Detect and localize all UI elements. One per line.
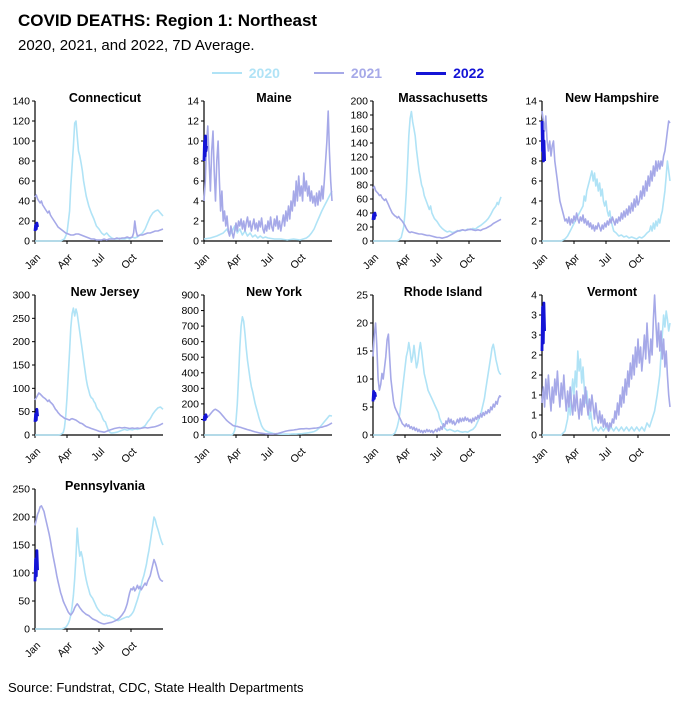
svg-text:300: 300 <box>181 382 199 395</box>
x-tick-labels <box>530 241 647 272</box>
legend-label-2021: 2021 <box>350 65 383 81</box>
series-2020 <box>542 311 670 435</box>
svg-text:8: 8 <box>531 155 537 168</box>
series-2021 <box>35 506 163 624</box>
svg-text:10: 10 <box>525 135 537 148</box>
svg-text:Oct: Oct <box>119 251 140 272</box>
chart-title: Connecticut <box>68 91 142 105</box>
svg-text:2: 2 <box>193 215 199 228</box>
chart-title: Maine <box>256 91 292 105</box>
x-tick-labels <box>361 435 478 466</box>
y-tick-labels <box>531 290 542 442</box>
svg-text:120: 120 <box>350 151 368 164</box>
svg-text:Jul: Jul <box>596 445 615 464</box>
series-2021 <box>204 409 332 434</box>
svg-text:Jul: Jul <box>89 639 108 658</box>
y-tick-labels <box>350 96 373 248</box>
svg-text:100: 100 <box>350 165 368 178</box>
chart-title: Rhode Island <box>403 285 483 299</box>
y-tick-labels <box>181 290 204 442</box>
svg-text:Oct: Oct <box>119 639 140 660</box>
svg-text:6: 6 <box>193 175 199 188</box>
legend <box>18 65 678 81</box>
series-2022 <box>35 551 38 582</box>
source-note: Source: Fundstrat, CDC, State Health Departments <box>8 680 304 695</box>
svg-text:80: 80 <box>356 179 368 192</box>
svg-text:0: 0 <box>24 429 30 442</box>
pennsylvania-canvas <box>2 475 171 665</box>
svg-text:900: 900 <box>181 289 199 302</box>
x-tick-labels <box>23 435 140 466</box>
svg-text:Jul: Jul <box>89 251 108 270</box>
svg-text:14: 14 <box>187 95 199 108</box>
series-2020 <box>373 112 501 242</box>
svg-text:Apr: Apr <box>562 251 583 272</box>
svg-text:8: 8 <box>193 155 199 168</box>
series-2021 <box>542 111 670 231</box>
chart-title: Massachusetts <box>398 91 488 105</box>
svg-text:140: 140 <box>12 95 30 108</box>
series-2021 <box>373 186 501 238</box>
y-tick-labels <box>525 96 542 248</box>
svg-text:Jan: Jan <box>22 639 44 661</box>
y-tick-labels <box>12 484 35 636</box>
chart-title: Pennsylvania <box>65 479 145 493</box>
chart-rhode-island <box>340 281 509 471</box>
svg-text:50: 50 <box>18 595 30 608</box>
svg-text:25: 25 <box>356 289 368 302</box>
svg-text:Jul: Jul <box>258 445 277 464</box>
series-2020 <box>35 308 163 435</box>
svg-text:2: 2 <box>531 215 537 228</box>
legend-item-2020 <box>212 65 280 81</box>
y-tick-labels <box>356 290 373 442</box>
svg-text:200: 200 <box>12 511 30 524</box>
svg-text:Jan: Jan <box>360 445 382 467</box>
svg-text:0: 0 <box>193 235 199 248</box>
series-2022 <box>35 223 38 231</box>
svg-text:6: 6 <box>531 175 537 188</box>
svg-text:0: 0 <box>531 429 537 442</box>
svg-text:12: 12 <box>525 115 537 128</box>
chart-massachusetts <box>340 87 509 277</box>
x-tick-labels <box>23 241 140 272</box>
svg-text:1: 1 <box>531 409 537 422</box>
legend-line-2021-icon <box>314 72 344 74</box>
svg-text:2: 2 <box>531 349 537 362</box>
svg-text:120: 120 <box>12 115 30 128</box>
x-tick-labels <box>192 241 309 272</box>
chart-title: Vermont <box>586 285 638 299</box>
svg-text:14: 14 <box>525 95 537 108</box>
svg-text:0: 0 <box>24 623 30 636</box>
svg-text:4: 4 <box>531 195 537 208</box>
svg-text:0: 0 <box>362 235 368 248</box>
y-tick-labels <box>12 96 35 248</box>
svg-text:Jan: Jan <box>529 445 551 467</box>
svg-text:Jan: Jan <box>191 445 213 467</box>
svg-text:12: 12 <box>187 115 199 128</box>
svg-text:100: 100 <box>181 413 199 426</box>
svg-text:4: 4 <box>531 289 537 302</box>
svg-text:Apr: Apr <box>55 445 76 466</box>
svg-text:200: 200 <box>350 95 368 108</box>
svg-text:250: 250 <box>12 483 30 496</box>
svg-text:150: 150 <box>12 359 30 372</box>
series-2021 <box>542 295 670 431</box>
svg-text:250: 250 <box>12 312 30 325</box>
svg-text:160: 160 <box>350 123 368 136</box>
chart-new-york <box>171 281 340 471</box>
svg-text:Jul: Jul <box>427 251 446 270</box>
svg-text:60: 60 <box>356 193 368 206</box>
massachusetts-canvas <box>340 87 509 277</box>
svg-text:80: 80 <box>18 155 30 168</box>
svg-text:100: 100 <box>12 135 30 148</box>
svg-text:0: 0 <box>193 429 199 442</box>
svg-text:300: 300 <box>12 289 30 302</box>
series-2021 <box>204 111 332 238</box>
svg-text:140: 140 <box>350 137 368 150</box>
svg-text:10: 10 <box>356 373 368 386</box>
series-2022 <box>542 303 545 351</box>
svg-text:Oct: Oct <box>288 251 309 272</box>
legend-line-2020-icon <box>212 72 242 74</box>
new-york-canvas <box>171 281 340 471</box>
svg-text:Jan: Jan <box>22 445 44 467</box>
charts-grid <box>0 87 678 665</box>
svg-text:Apr: Apr <box>55 251 76 272</box>
svg-text:1: 1 <box>531 389 537 402</box>
series-2021 <box>373 323 501 433</box>
chart-title: New York <box>246 285 302 299</box>
series-2021 <box>35 195 163 240</box>
svg-text:Oct: Oct <box>119 445 140 466</box>
svg-text:Apr: Apr <box>55 639 76 660</box>
svg-text:50: 50 <box>18 406 30 419</box>
svg-text:5: 5 <box>362 401 368 414</box>
svg-text:Apr: Apr <box>224 251 245 272</box>
new-jersey-canvas <box>2 281 171 471</box>
series-2022 <box>373 391 376 401</box>
svg-text:Jul: Jul <box>427 445 446 464</box>
x-tick-labels <box>23 629 140 660</box>
svg-text:100: 100 <box>12 382 30 395</box>
series-2020 <box>35 517 163 629</box>
svg-text:0: 0 <box>531 235 537 248</box>
series-2022 <box>204 415 207 421</box>
svg-text:Apr: Apr <box>224 445 245 466</box>
svg-text:20: 20 <box>18 215 30 228</box>
connecticut-canvas <box>2 87 171 277</box>
svg-text:Jul: Jul <box>89 445 108 464</box>
y-tick-labels <box>12 290 35 442</box>
svg-text:100: 100 <box>12 567 30 580</box>
maine-canvas <box>171 87 340 277</box>
legend-label-2020: 2020 <box>248 65 280 81</box>
svg-text:150: 150 <box>12 539 30 552</box>
rhode-island-canvas <box>340 281 509 471</box>
svg-text:60: 60 <box>18 175 30 188</box>
svg-text:800: 800 <box>181 305 199 318</box>
series-2022 <box>373 213 376 220</box>
svg-text:Jan: Jan <box>529 251 551 273</box>
chart-maine <box>171 87 340 277</box>
svg-text:20: 20 <box>356 317 368 330</box>
chart-title: New Jersey <box>70 285 140 299</box>
svg-text:200: 200 <box>12 336 30 349</box>
legend-item-2022 <box>416 65 484 81</box>
x-tick-labels <box>361 241 478 272</box>
svg-text:Jan: Jan <box>360 251 382 273</box>
svg-text:500: 500 <box>181 351 199 364</box>
svg-text:180: 180 <box>350 109 368 122</box>
chart-pennsylvania <box>2 475 171 665</box>
page-subtitle: 2020, 2021, and 2022, 7D Average. <box>18 37 255 54</box>
svg-text:200: 200 <box>181 398 199 411</box>
legend-item-2021 <box>314 65 382 81</box>
svg-text:20: 20 <box>356 221 368 234</box>
svg-text:600: 600 <box>181 336 199 349</box>
legend-label-2022: 2022 <box>453 65 485 81</box>
svg-text:40: 40 <box>356 207 368 220</box>
chart-new-hampshire <box>509 87 678 277</box>
svg-text:Jul: Jul <box>596 251 615 270</box>
series-2020 <box>35 121 163 241</box>
svg-text:Apr: Apr <box>393 445 414 466</box>
chart-vermont <box>509 281 678 471</box>
svg-text:Apr: Apr <box>562 445 583 466</box>
y-tick-labels <box>187 96 204 248</box>
svg-text:Oct: Oct <box>288 445 309 466</box>
svg-text:40: 40 <box>18 195 30 208</box>
svg-text:Oct: Oct <box>626 251 647 272</box>
svg-text:Oct: Oct <box>457 251 478 272</box>
legend-line-2022-icon <box>416 72 446 75</box>
x-tick-labels <box>530 435 647 466</box>
new-hampshire-canvas <box>509 87 678 277</box>
svg-text:0: 0 <box>362 429 368 442</box>
svg-text:Jul: Jul <box>258 251 277 270</box>
chart-title: New Hampshire <box>565 91 659 105</box>
svg-text:Jan: Jan <box>191 251 213 273</box>
svg-text:3: 3 <box>531 329 537 342</box>
svg-text:10: 10 <box>187 135 199 148</box>
svg-text:Jan: Jan <box>22 251 44 273</box>
vermont-canvas <box>509 281 678 471</box>
header <box>0 0 678 81</box>
svg-text:15: 15 <box>356 345 368 358</box>
svg-text:2: 2 <box>531 369 537 382</box>
svg-text:Oct: Oct <box>457 445 478 466</box>
svg-text:400: 400 <box>181 367 199 380</box>
svg-text:0: 0 <box>24 235 30 248</box>
page-title: COVID DEATHS: Region 1: Northeast <box>18 11 318 30</box>
svg-text:3: 3 <box>531 309 537 322</box>
chart-new-jersey <box>2 281 171 471</box>
svg-text:4: 4 <box>193 195 199 208</box>
svg-text:700: 700 <box>181 320 199 333</box>
x-tick-labels <box>192 435 309 466</box>
svg-text:Apr: Apr <box>393 251 414 272</box>
chart-connecticut <box>2 87 171 277</box>
svg-text:Oct: Oct <box>626 445 647 466</box>
